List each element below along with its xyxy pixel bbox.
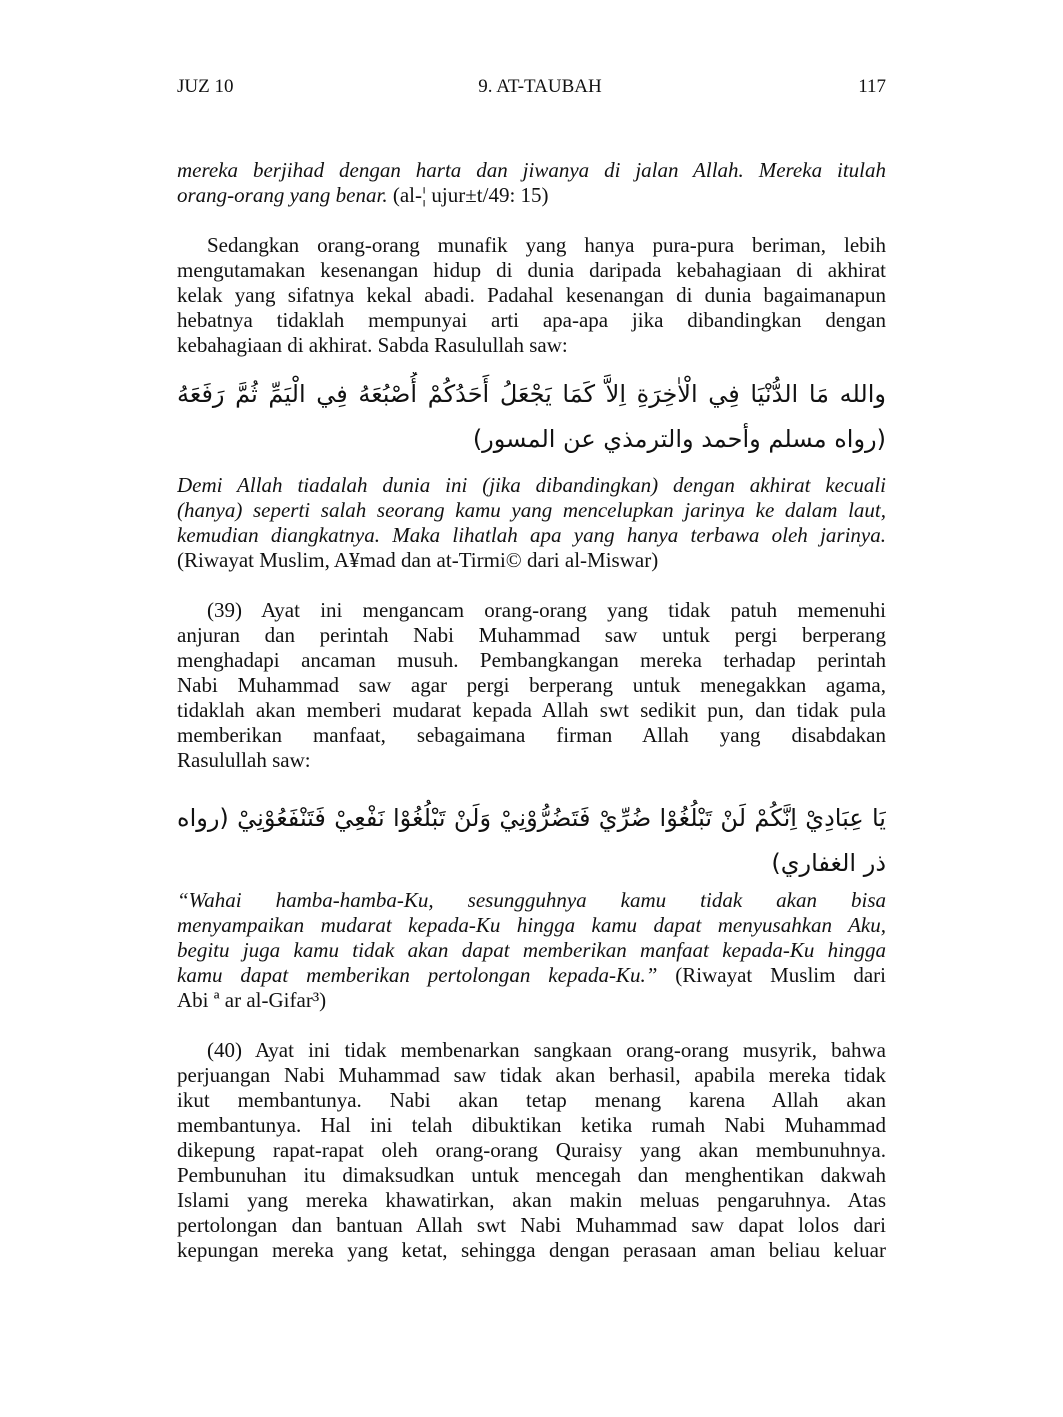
italic-text: Demi Allah tiadalah dunia ini (jika dibandingkan) dengan akhirat kecuali [177,473,886,497]
arabic-line: ذر الغفاري) [771,849,886,877]
arabic-hadith-1 [177,372,886,462]
roman-text: Abi ª ar al-Gifar³) [177,988,327,1012]
text-line [177,1063,886,1088]
text-line [177,723,886,748]
roman-text: Rasulullah saw: [177,748,311,772]
text-line [177,1163,886,1188]
text-line [177,308,886,333]
text-line [177,1188,886,1213]
roman-text: hebatnya tidaklah mempunyai arti apa-apa jika dibandingkan dengan [177,308,886,332]
header-juz: JUZ 10 [177,76,234,97]
italic-text: “Wahai hamba-hamba-Ku, sesungguhnya kamu tidak akan bisa [177,888,886,912]
roman-text: (Riwayat Muslim, A¥mad dan at-Tirmi© dari al-Miswar) [177,548,659,572]
text-line [177,1088,886,1113]
text-line [177,158,886,183]
text-line [177,473,886,498]
paragraph-munafik [177,233,886,358]
italic-text: (hanya) seperti salah seorang kamu yang mencelupkan jarinya ke dalam laut, [177,498,886,522]
roman-text: (Riwayat Muslim dari [657,963,886,987]
italic-text: begitu juga kamu tidak akan dapat memberikan manfaat kepada-Ku hingga [177,938,886,962]
roman-text: tidaklah akan memberi mudarat kepada Allah swt sedikit pun, dan tidak pula [177,698,886,722]
hadith-1-translation [177,473,886,573]
italic-text: orang-orang yang benar. [177,183,388,207]
text-line [177,498,886,523]
arabic-line: يَا عِبَادِيْ اِنَّكُمْ لَنْ تَبْلُغُوْا ضُرِّيْ فَتَضُرُّوْنِيْ وَلَنْ تَبْلُغُوْا نَفْعِيْ فَتَنْفَعُوْنِيْ (رواه [177,804,886,832]
text-line [177,913,886,938]
text-line [177,333,886,358]
italic-text: kemudian diangkatnya. Maka lihatlah apa yang hanya terbawa oleh jarinya. [177,523,886,547]
text-line [177,1138,886,1163]
header-page-number: 117 [858,76,886,97]
italic-text: mereka berjihad dengan harta dan jiwanya di jalan Allah. Mereka itulah [177,158,886,182]
text-line [177,548,886,573]
text-line [177,283,886,308]
roman-text: dikepung rapat-rapat oleh orang-orang Quraisy yang akan membunuhnya. [177,1138,886,1162]
italic-text: menyampaikan mudarat kepada-Ku hingga kamu dapat menyusahkan Aku, [177,913,886,937]
text-line [177,988,886,1013]
text-line [177,258,886,283]
roman-text: Sedangkan orang-orang munafik yang hanya pura-pura beriman, lebih [207,233,886,257]
text-line [177,183,886,208]
paragraph-quran-quote-end [177,158,886,208]
text-line [177,623,886,648]
text-line [177,233,886,258]
text-line [177,598,886,623]
text-line [177,1238,886,1263]
roman-text: kelak yang sifatnya kekal abadi. Padahal kesenangan di dunia bagaimanapun [177,283,886,307]
text-line [177,748,886,773]
paragraph-verse-39 [177,598,886,773]
text-line [177,1213,886,1238]
roman-text: menghadapi ancaman musuh. Pembangkangan mereka terhadap perintah [177,648,886,672]
roman-text: anjuran dan perintah Nabi Muhammad saw untuk pergi berperang [177,623,886,647]
text-line [177,1113,886,1138]
roman-text: perjuangan Nabi Muhammad saw tidak akan berhasil, apabila mereka tidak [177,1063,886,1087]
roman-text: (39) Ayat ini mengancam orang-orang yang tidak patuh memenuhi [207,598,886,622]
roman-text: (40) Ayat ini tidak membenarkan sangkaan orang-orang musyrik, bahwa [207,1038,886,1062]
arabic-line: والله مَا الدُّنْيَا فِي الْاٰخِرَةِ اِلاَّ كَمَا يَجْعَلُ أَحَدُكُمْ أُصْبُعَهُ فِي الْيَمِّ ثُمَّ رَفَعَهُ [177,380,886,408]
text-line [177,698,886,723]
italic-text: kamu dapat memberikan pertolongan kepada-Ku.” [177,963,658,987]
roman-text: kebahagiaan di akhirat. Sabda Rasulullah saw: [177,333,568,357]
roman-text: membantunya. Hal ini telah dibuktikan ketika rumah Nabi Muhammad [177,1113,886,1137]
paragraph-verse-40 [177,1038,886,1263]
roman-text: (al-¦ ujur±t/49: 15) [387,183,549,207]
text-line [177,963,886,988]
text-line [177,888,886,913]
roman-text: kepungan mereka yang ketat, sehingga dengan perasaan aman beliau keluar [177,1238,886,1262]
roman-text: Islami yang mereka khawatirkan, akan makin meluas pengaruhnya. Atas [177,1188,886,1212]
arabic-line: (رواه مسلم وأحمد والترمذي عن المسور) [472,425,886,453]
text-line [177,938,886,963]
roman-text: Nabi Muhammad saw agar pergi berperang untuk menegakkan agama, [177,673,886,697]
roman-text: ikut membantunya. Nabi akan tetap menang karena Allah akan [177,1088,886,1112]
arabic-hadith-2 [177,796,886,886]
hadith-2-translation [177,888,886,1013]
text-line [177,1038,886,1063]
text-line [177,648,886,673]
roman-text: memberikan manfaat, sebagaimana firman Allah yang disabdakan [177,723,886,747]
text-line [177,523,886,548]
roman-text: Pembunuhan itu dimaksudkan untuk mencegah dan menghentikan dakwah [177,1163,886,1187]
roman-text: mengutamakan kesenangan hidup di dunia daripada kebahagiaan di akhirat [177,258,886,282]
text-line [177,673,886,698]
header-surah: 9. AT-TAUBAH [478,76,602,97]
roman-text: pertolongan dan bantuan Allah swt Nabi Muhammad saw dapat lolos dari [177,1213,886,1237]
